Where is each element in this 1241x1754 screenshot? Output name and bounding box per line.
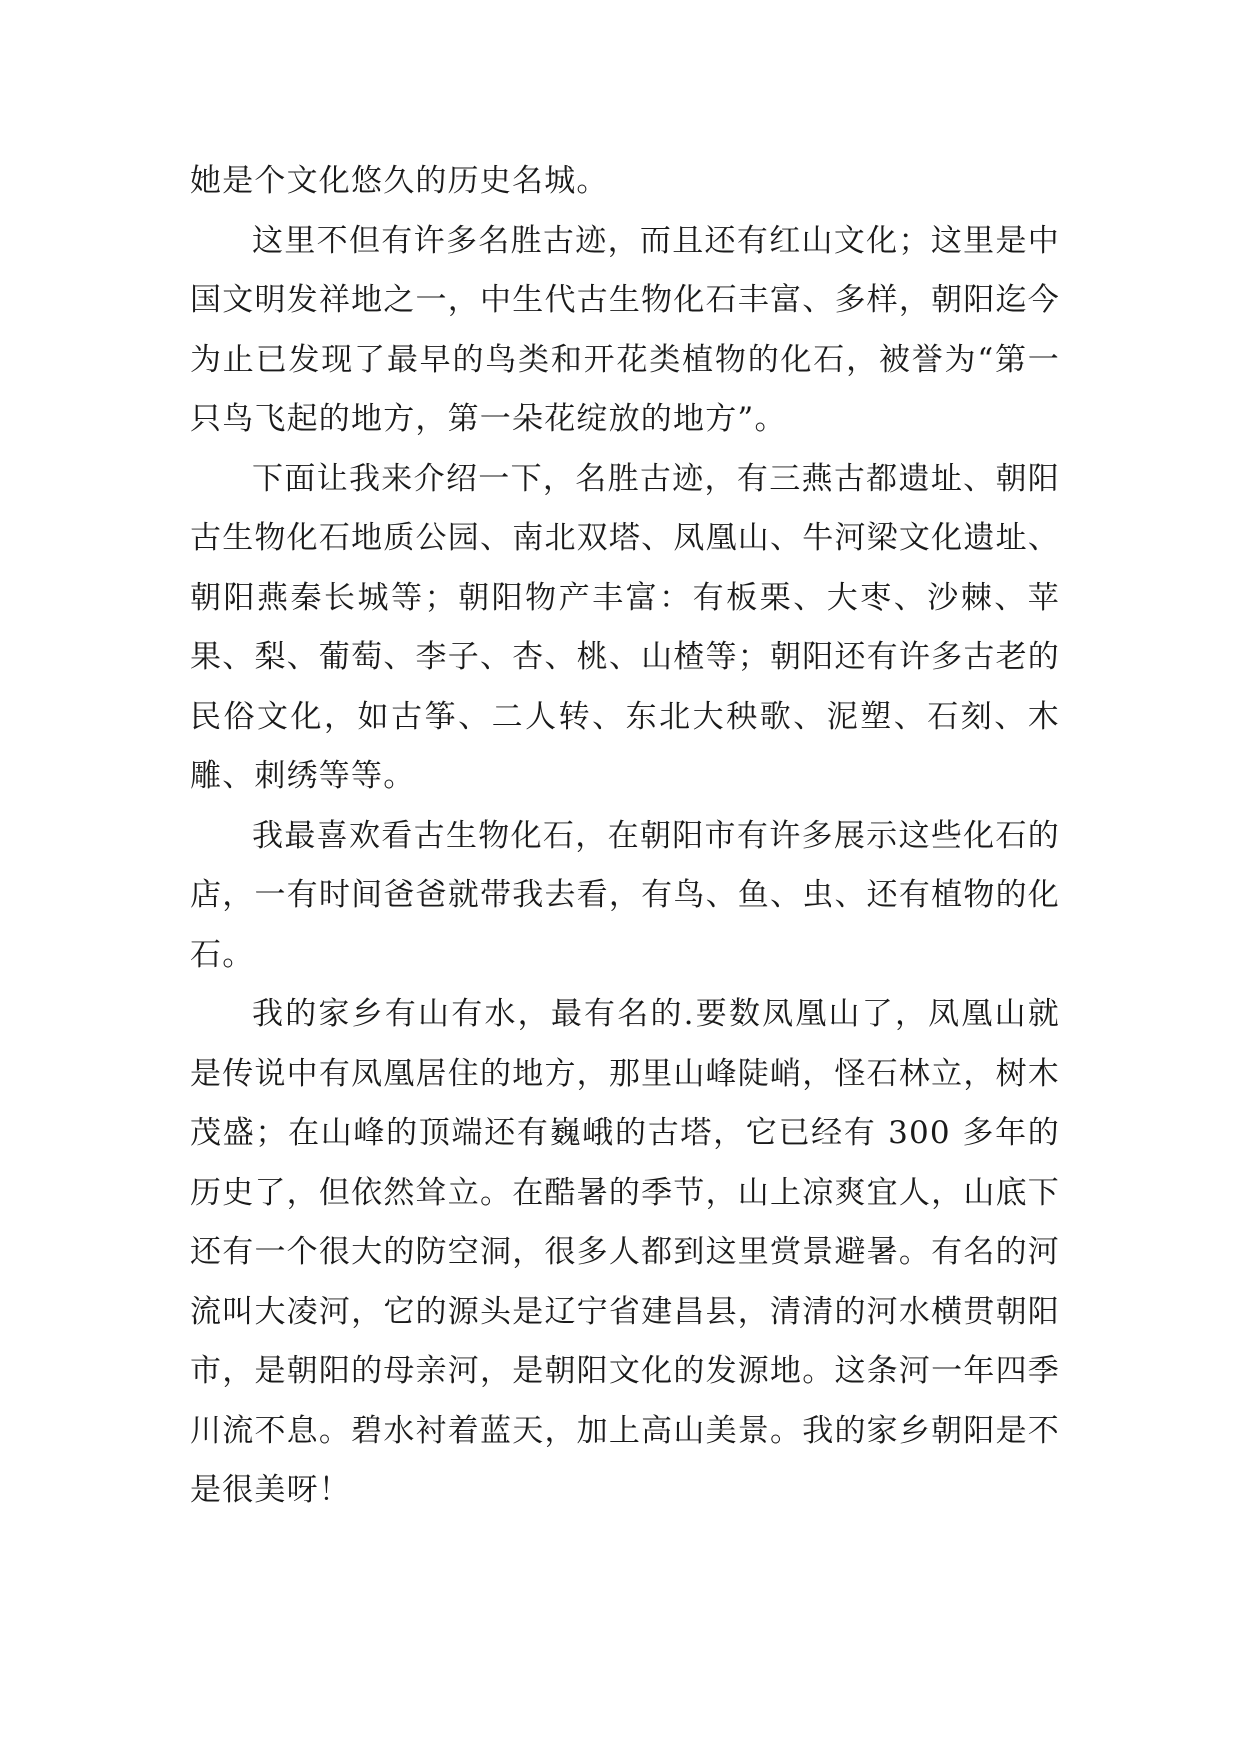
paragraph-fossils: 我最喜欢看古生物化石，在朝阳市有许多展示这些化石的店，一有时间爸爸就带我去看，有鸟、鱼、虫、还有植物的化石。: [190, 817, 1060, 973]
paragraph-mountains-rivers: 我的家乡有山有水，最有名的.要数凤凰山了，凤凰山就是传说中有凤凰居住的地方，那里山峰陡峭，怪石林立，树木茂盛；在山峰的顶端还有巍峨的古塔，它已经有 300 多年的历史了，但依然耸立。在酷暑的季节，山上凉爽宜人，山底下还有一个很大的防空洞，很多人都到这里赏景避暑。有名的河流叫大凌河，它的源头是辽宁省建昌县，清清的河水横贯朝阳市，是朝阳的母亲河，是朝阳文化的发源地。这条河一年四季川流不息。碧水衬着蓝天，加上高山美景。我的家乡朝阳是不是很美呀！: [190, 996, 1060, 1508]
paragraph-scenic-spots: 下面让我来介绍一下，名胜古迹，有三燕古都遗址、朝阳古生物化石地质公园、南北双塔、凤凰山、牛河梁文化遗址、朝阳燕秦长城等；朝阳物产丰富：有板栗、大枣、沙棘、苹果、梨、葡萄、李子、杏、桃、山楂等；朝阳还有许多古老的民俗文化，如古筝、二人转、东北大秧歌、泥塑、石刻、木雕、刺绣等等。: [190, 460, 1060, 794]
paragraph-continued: 她是个文化悠久的历史名城。: [190, 163, 609, 199]
paragraph-hongshan-culture: 这里不但有许多名胜古迹，而且还有红山文化；这里是中国文明发祥地之一，中生代古生物化石丰富、多样，朝阳迄今为止已发现了最早的鸟类和开花类植物的化石，被誉为“第一只鸟飞起的地方，第一朵花绽放的地方”。: [190, 222, 1060, 437]
document-body: [190, 152, 1060, 1521]
